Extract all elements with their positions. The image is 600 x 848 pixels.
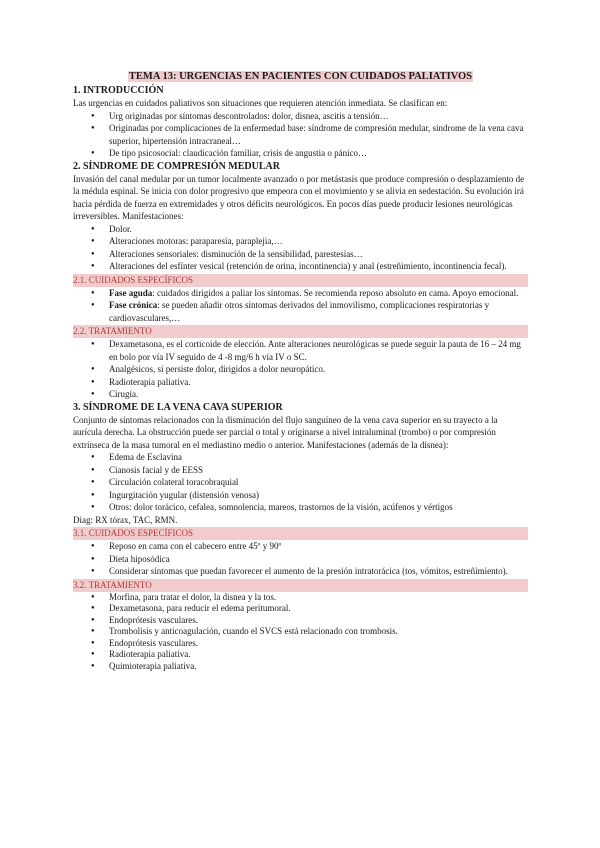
list-item: ● Fase crónica: se pueden añadir otros síntomas derivados del inmovilismo, complicaciones respiratorias y cardiovasculares,…: [109, 299, 528, 324]
list-item: ● Cirugía.: [109, 388, 528, 401]
list-item: ● Alteraciones del esfínter vesical (retención de orina, incontinencia) y anal (estreñimiento, incontinencia fecal).: [109, 260, 528, 273]
list-item: ● Cianosis facial y de EESS: [109, 464, 528, 477]
intro-paragraph: Las urgencias en cuidados paliativos son situaciones que requieren atención inmediata. Se clasifican en:: [73, 98, 448, 108]
cuidados-2-1-list: [73, 287, 528, 325]
compresion-list: [73, 223, 528, 273]
list-item: ● Edema de Esclavina: [109, 451, 528, 464]
compresion-paragraph: Invasión del canal medular por un tumor localmente avanzado o por metástasis que produce compresión o desplazamiento de la médula espinal. Se inicia con dolor progresivo que empeora con el movimiento y se alivia en sedestación. Su evolución irá hacia pérdida de fuerza en extremidades y otros déficits neurológicos. En pocos días puede producir lesiones neurológicas irreversibles. Manifestaciones:: [73, 173, 525, 221]
list-item: ● Endoprótesis vasculares.: [109, 638, 528, 650]
document-page: [73, 70, 528, 672]
cuidados-3-1-list: [73, 540, 528, 578]
list-item: ● Dexametasona, para reducir el edema peritumoral.: [109, 603, 528, 615]
list-item: ● Circulación colateral toracobraquial: [109, 476, 528, 489]
diagnostico-line: Diag: RX tórax, TAC, RMN.: [73, 514, 178, 525]
vena-cava-list: [73, 451, 528, 514]
list-item: ● Dexametasona, es el corticoide de elección. Ante alteraciones neurológicas se puede seguir la pauta de 16 – 24 mg en bolo por vía IV seguido de 4 -8 mg/6 h vía IV o SC.: [109, 338, 528, 363]
list-item: ● Considerar síntomas que puedan favorecer el aumento de la presión intratorácica (tos, vómitos, estreñimiento).: [109, 565, 528, 578]
list-item: ● Reposo en cama con el cabecero entre 45º y 90º: [109, 540, 528, 553]
list-item: ● Alteraciones motoras: paraparesia, paraplejia,…: [109, 235, 528, 248]
list-item: ● Ingurgitación yugular (distensión venosa): [109, 489, 528, 502]
document-title: TEMA 13: URGENCIAS EN PACIENTES CON CUIDADOS PALIATIVOS: [128, 71, 473, 82]
list-item: ● Endoprótesis vasculares.: [109, 615, 528, 627]
vena-cava-paragraph: Conjunto de síntomas relacionados con la disminución del flujo sanguíneo de la vena cava superior en su trayecto a la aurícula derecha. La obstrucción puede ser parcial o total y originarse a nivel intraluminal (trombo) o por compresión extrínseca de la masa tumoral en el mediastino medio o anterior. Manifestaciones (además de la disnea):: [73, 414, 498, 450]
list-item: ● Dieta hiposódica: [109, 553, 528, 566]
subsection-heading-2-2: 2.2. TRATAMIENTO: [73, 325, 528, 338]
list-item: ● Fase aguda: cuidados dirigidos a paliar los síntomas. Se recomienda reposo absoluto en cama. Apoyo emocional.: [109, 287, 528, 300]
list-item: ● Radioterapia paliativa.: [109, 649, 528, 661]
section-heading-compresion-medular: 2. SÍNDROME DE COMPRESIÓN MEDULAR: [73, 160, 280, 172]
list-item: ● Urg originadas por síntomas descontrolados: dolor, disnea, ascitis a tensión…: [109, 110, 528, 123]
intro-list: [73, 110, 528, 160]
tratamiento-3-2-list: [73, 592, 528, 673]
section-heading-vena-cava: 3. SÍNDROME DE LA VENA CAVA SUPERIOR: [73, 401, 283, 413]
list-item: ● Quimioterapia paliativa.: [109, 661, 528, 673]
list-item: ● Morfina, para tratar el dolor, la disnea y la tos.: [109, 592, 528, 604]
list-item: ● Analgésicos, si persiste dolor, dirigidos a dolor neuropático.: [109, 363, 528, 376]
list-item: ● Dolor.: [109, 223, 528, 236]
tratamiento-2-2-list: [73, 338, 528, 401]
tratamiento-3-2-block: [73, 579, 528, 673]
list-item: ● Trombolisis y anticoagulación, cuando el SVCS está relacionado con trombosis.: [109, 626, 528, 638]
list-item: ● Radioterapia paliativa.: [109, 376, 528, 389]
subsection-heading-3-2: 3.2. TRATAMIENTO: [73, 579, 528, 592]
list-item: ● De tipo psicosocial: claudicación familiar, crisis de angustia o pánico…: [109, 147, 528, 160]
list-item: ● Originadas por complicaciones de la enfermedad base: síndrome de compresión medular, síndrome de la vena cava superior, hipertensión intracraneal…: [109, 122, 528, 147]
section-heading-introduccion: 1. INTRODUCCIÓN: [73, 85, 164, 96]
subsection-heading-2-1: 2.1. CUIDADOS ESPECÍFICOS: [73, 274, 528, 287]
list-item: ● Otros: dolor torácico, cefalea, somnolencia, mareos, trastornos de la visión, acúfenos y vértigos: [109, 501, 528, 514]
list-item: ● Alteraciones sensoriales: disminución de la sensibilidad, parestesias…: [109, 248, 528, 261]
subsection-heading-3-1: 3.1. CUIDADOS ESPECÍFICOS: [73, 527, 528, 540]
